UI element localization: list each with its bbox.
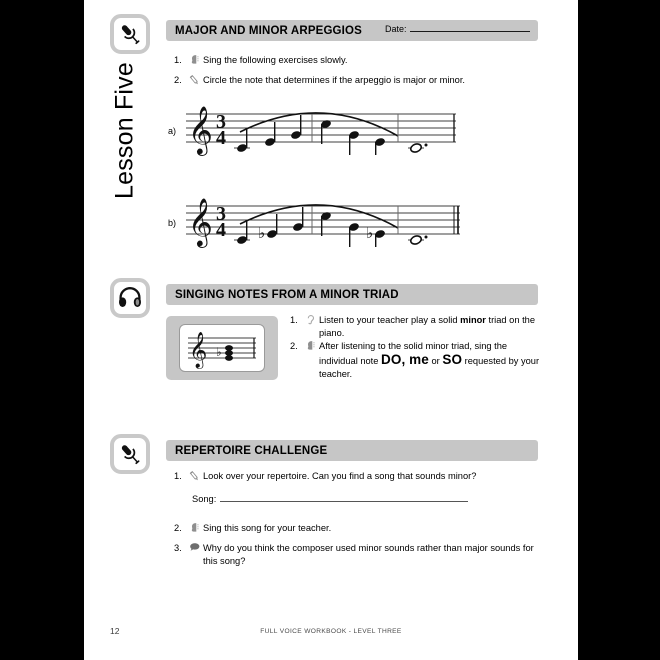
list-item [290,340,540,382]
svg-text:𝄞: 𝄞 [188,197,213,246]
item-text-part: or [428,356,443,367]
list-item [174,74,554,87]
pencil-icon [186,470,203,483]
singing-head-icon [186,522,203,534]
svg-text:3: 3 [216,111,226,133]
pencil-icon [186,74,203,87]
svg-text:𝄞: 𝄞 [188,105,213,154]
item-number: 1. [174,471,182,481]
section-header-bar-arpeggios [166,20,538,41]
svg-text:♭: ♭ [366,224,374,242]
headphones-icon [110,278,150,318]
date-field[interactable] [385,24,530,34]
section-title: REPERTOIRE CHALLENGE [175,444,328,457]
item-text: Sing the following exercises slowly. [203,55,348,65]
solfege-syllables: SO [442,352,463,368]
music-staff-b [168,180,468,252]
singing-head-icon [302,340,319,352]
item-text: Sing this song for your teacher. [203,523,332,533]
item-text-part: triad on the piano. [319,315,536,339]
section-header-bar-repertoire [166,440,538,461]
item-text [319,314,540,340]
singing-head-icon [186,54,203,66]
chord-staff [179,324,265,372]
item-number: 1. [290,315,298,325]
page-number: 12 [110,626,120,636]
staff-label: a) [168,126,177,136]
item-number: 2. [174,75,182,85]
list-item [174,522,554,535]
item-number: 1. [174,55,182,65]
speech-bubble-icon [186,542,203,553]
item-text: Look over your repertoire. Can you find a song that sounds minor? [203,471,477,481]
item-text-part: requested by your teacher. [319,356,540,380]
item-text: Why do you think the composer used minor sounds rather than major sounds for this song? [203,543,534,567]
item-text [319,340,540,382]
list-item [174,470,554,483]
svg-text:♭: ♭ [258,224,266,242]
item-number: 3. [174,543,182,553]
date-label: Date: [385,24,407,34]
section-header-bar-triad [166,284,538,305]
list-item [174,54,534,67]
section-title: SINGING NOTES FROM A MINOR TRIAD [175,288,399,301]
date-blank-line[interactable] [410,31,530,32]
item-number: 2. [290,341,298,351]
item-text: Circle the note that determines if the arpeggio is major or minor. [203,75,465,85]
section-title: MAJOR AND MINOR ARPEGGIOS [175,24,362,37]
listening-ear-icon [302,314,319,326]
music-staff-a [168,88,468,160]
song-field[interactable] [192,494,468,504]
svg-text:♭: ♭ [216,345,222,359]
solfege-syllables: DO, me [381,352,429,368]
song-label: Song: [192,494,217,504]
lesson-title-vertical: Lesson Five [110,62,139,199]
svg-text:3: 3 [216,203,226,225]
song-blank-line[interactable] [220,501,468,502]
list-item [290,314,540,340]
staff-label: b) [168,218,177,228]
item-text-part: After listening to the solid minor triad, sing the individual note [319,341,508,367]
workbook-page [84,0,578,660]
item-text-emphasis: minor [460,315,486,325]
item-number: 2. [174,523,182,533]
svg-text:4: 4 [216,127,226,149]
svg-text:𝄞: 𝄞 [189,332,208,368]
microphone-icon [110,14,150,54]
list-item [174,542,544,568]
minor-triad-chord-box [166,316,278,380]
item-text-part: Listen to your teacher play a solid [319,315,461,325]
footer-title: FULL VOICE WORKBOOK - LEVEL THREE [260,628,402,635]
svg-text:4: 4 [216,219,226,241]
microphone-icon [110,434,150,474]
